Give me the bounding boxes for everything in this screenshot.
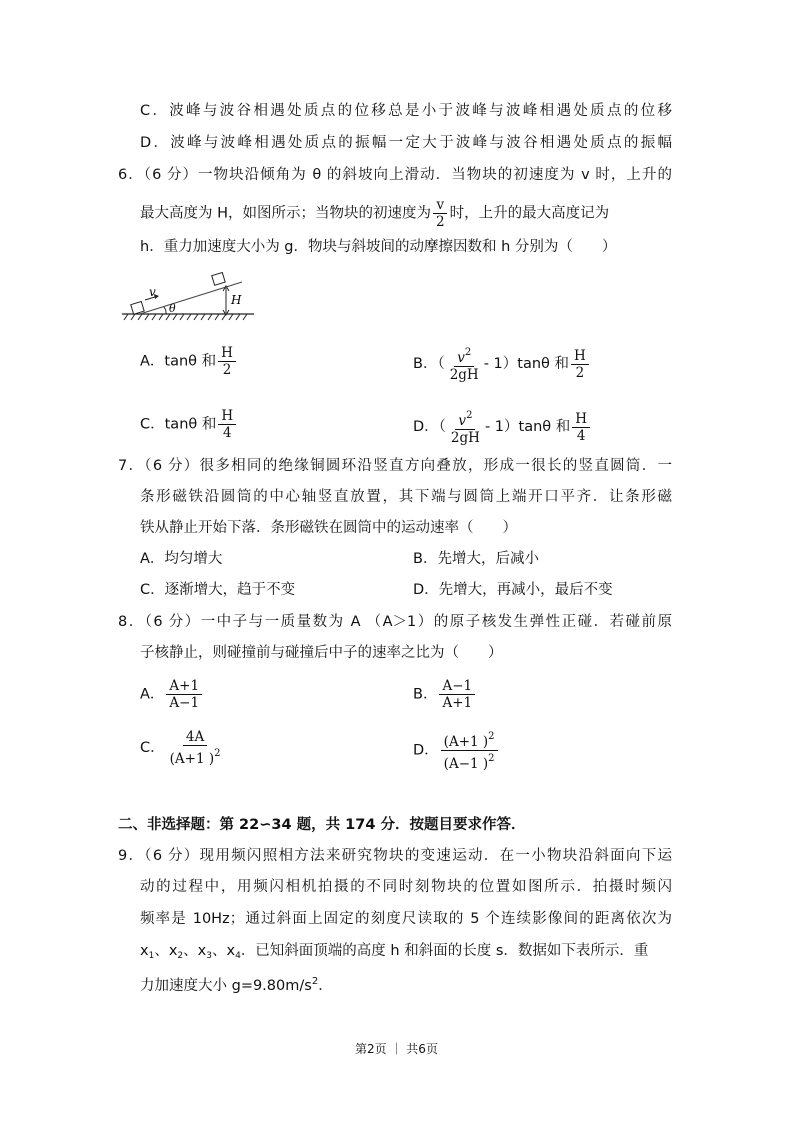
q8-option-a xyxy=(140,678,204,711)
frac-num: H xyxy=(218,345,236,362)
frac-den: (A+1 ) xyxy=(169,751,215,767)
q8-option-b xyxy=(413,678,477,711)
opt-text: - 1）tanθ 和 xyxy=(484,419,571,435)
q9-line3: 频率是 10Hz；通过斜面上固定的刻度尺读取的 5 个连续影像间的距离依次为 xyxy=(140,911,672,927)
q7-option-a: A．均匀增大 xyxy=(140,551,223,567)
frac-num: v xyxy=(433,197,447,214)
q6-line2 xyxy=(140,197,672,230)
var: x xyxy=(140,943,149,959)
fraction xyxy=(218,408,236,441)
section-heading: 二、非选择题：第 22∽34 题，共 174 分．按题目要求作答． xyxy=(118,817,526,833)
opt-label: C． xyxy=(140,740,165,756)
q5-option-c: C．波峰与波谷相遇处质点的位移总是小于波峰与波峰相遇处质点的位移 xyxy=(140,103,672,119)
q7-line2: 条形磁铁沿圆筒的中心轴竖直放置，其下端与圆筒上端开口平齐．让条形磁 xyxy=(140,489,672,505)
q6-line1: 6．（6 分）一物块沿倾角为 θ 的斜坡向上滑动．当物块的初速度为 v 时，上升的 xyxy=(118,167,672,183)
frac-den: 2 xyxy=(436,214,445,230)
frac-num: 4A xyxy=(183,729,207,746)
sup: 2 xyxy=(464,347,472,358)
incline-figure xyxy=(118,262,258,324)
opt-text: - 1）tanθ 和 xyxy=(483,356,570,372)
opt-text: D．（ xyxy=(413,419,446,435)
frac-den: 2 xyxy=(575,364,585,381)
q6-option-a xyxy=(140,345,238,378)
frac-den: 4 xyxy=(576,427,586,444)
frac-den: 2gH xyxy=(450,430,480,446)
fraction xyxy=(448,408,483,446)
sup: 2 xyxy=(311,976,319,987)
opt-text: A．tanθ 和 xyxy=(140,353,217,370)
q9-line4 xyxy=(140,941,672,966)
text: 力加速度大小 g=9.80m/s xyxy=(140,978,312,994)
q6-option-c xyxy=(140,408,238,441)
sub: 1 xyxy=(148,951,155,961)
fraction xyxy=(447,345,482,383)
q9-line2: 动的过程中，用频闪相机拍摄的不同时刻物块的位置如图所示．拍摄时频闪 xyxy=(140,879,672,895)
opt-label: D． xyxy=(413,742,439,759)
fraction xyxy=(166,678,202,711)
q9-line4-rest: ．已知斜面顶端的高度 h 和斜面的长度 s．数据如下表所示．重 xyxy=(240,943,649,959)
q5-option-d: D．波峰与波峰相遇处质点的振幅一定大于波峰与波谷相遇处质点的振幅 xyxy=(140,135,672,151)
var: 、x xyxy=(183,943,207,959)
q8-option-c xyxy=(140,729,225,767)
frac-den: A+1 xyxy=(442,695,473,711)
sup: 2 xyxy=(488,731,495,742)
frac-num: v xyxy=(457,350,465,366)
opt-label: B． xyxy=(413,686,438,703)
page-footer: 第2页 ｜ 共6页 xyxy=(355,1042,438,1056)
q6-option-b xyxy=(413,345,591,383)
fraction xyxy=(572,411,590,444)
q7-option-d: D．先增大，再减小，最后不变 xyxy=(413,582,613,598)
q6-line2b: 时，上升的最大高度记为 xyxy=(449,205,610,222)
frac-den: A−1 xyxy=(169,695,200,711)
q7-line3: 铁从静止开始下落．条形磁铁在圆筒中的运动速率（ ） xyxy=(140,520,517,536)
label-v: v xyxy=(149,285,156,299)
opt-text: C．tanθ 和 xyxy=(140,416,217,433)
q9-line1: 9．（6 分）现用频闪照相方法来研究物块的变速运动．在一小物块沿斜面向下运 xyxy=(118,848,672,864)
q6-line2a: 最大高度为 H，如图所示；当物块的初速度为 xyxy=(140,205,432,222)
fraction xyxy=(439,678,475,711)
frac-num: (A+1 ) xyxy=(443,734,489,750)
opt-text: B．（ xyxy=(413,356,445,372)
frac-num: A+1 xyxy=(166,678,202,695)
var: 、x xyxy=(154,943,178,959)
sub: 4 xyxy=(235,951,241,961)
frac-den: 2 xyxy=(222,362,232,378)
q6-line3: h．重力加速度大小为 g．物块与斜坡间的动摩擦因数和 h 分别为（ ） xyxy=(140,239,617,255)
sub: 2 xyxy=(177,951,184,961)
label-H: H xyxy=(231,293,242,307)
label-theta: θ xyxy=(169,302,176,315)
frac-num: v xyxy=(458,413,467,429)
sup: 2 xyxy=(214,748,221,759)
frac-num: H xyxy=(572,411,590,428)
fraction-v-over-2 xyxy=(433,197,448,230)
frac-num: A−1 xyxy=(439,678,475,695)
fraction xyxy=(167,729,224,767)
opt-label: A． xyxy=(140,686,165,703)
q9-line5 xyxy=(140,972,672,996)
frac-den: 4 xyxy=(222,425,232,441)
q8-option-d xyxy=(413,729,500,772)
sup: 2 xyxy=(466,410,473,421)
q7-option-b: B．先增大，后减小 xyxy=(413,551,539,567)
frac-num: H xyxy=(571,348,589,365)
fraction xyxy=(441,729,498,772)
frac-den: 2gH xyxy=(449,367,479,383)
q7-line1: 7．（6 分）很多相同的绝缘铜圆环沿竖直方向叠放，形成一很长的竖直圆筒．一 xyxy=(118,458,672,474)
q7-option-c: C．逐渐增大，趋于不变 xyxy=(140,582,296,598)
frac-num: H xyxy=(218,408,236,425)
q8-line2: 子核静止，则碰撞前与碰撞后中子的速率之比为（ ） xyxy=(140,645,503,661)
text: ． xyxy=(318,978,333,994)
fraction xyxy=(218,345,236,378)
frac-den: (A−1 ) xyxy=(443,756,489,772)
fraction xyxy=(571,348,589,381)
var: 、x xyxy=(211,943,236,959)
sub: 3 xyxy=(206,951,212,961)
q8-line1: 8．（6 分）一中子与一质量数为 A （A＞1）的原子核发生弹性正碰．若碰前原 xyxy=(118,614,672,630)
sup: 2 xyxy=(488,753,495,764)
q6-option-d xyxy=(413,408,592,446)
